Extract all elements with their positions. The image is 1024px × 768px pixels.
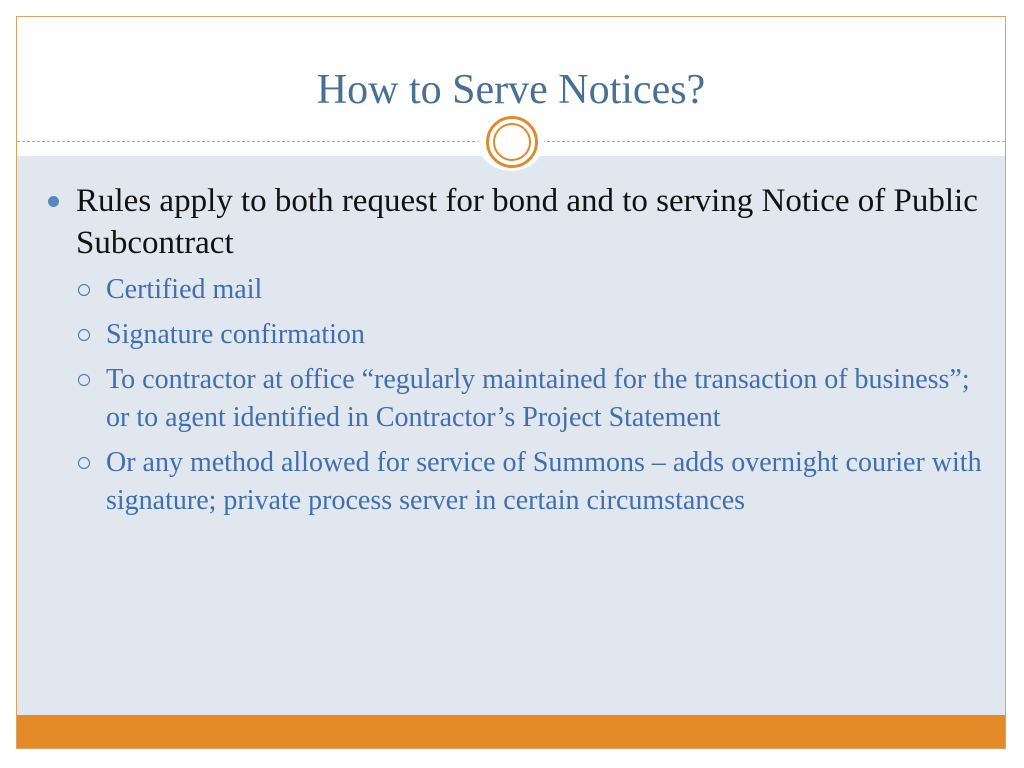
sub-bullet-text: To contractor at office “regularly maintained for the transaction of business”; or to agent identified in Contractor’s Project Statement [106, 364, 970, 433]
sub-bullet-item [44, 316, 984, 354]
hollow-circle-bullet-icon [78, 284, 90, 296]
circle-ring-ornament-icon [486, 116, 538, 168]
sub-bullet-item [44, 444, 984, 520]
sub-bullet-item [44, 361, 984, 437]
sub-bullet-text: Or any method allowed for service of Summons – adds overnight courier with signature; private process server in certain circumstances [106, 447, 982, 516]
footer-accent-bar [17, 715, 1005, 748]
sub-bullet-text: Signature confirmation [106, 319, 365, 350]
hollow-circle-bullet-icon [78, 329, 90, 341]
sub-bullet-text: Certified mail [106, 274, 263, 305]
hollow-circle-bullet-icon [78, 457, 90, 469]
hollow-circle-bullet-icon [78, 374, 90, 386]
bullet-item [44, 180, 984, 264]
bullet-text: Rules apply to both request for bond and to serving Notice of Public Subcontract [76, 183, 978, 261]
slide-title: How to Serve Notices? [316, 67, 706, 113]
filled-circle-bullet-icon [48, 196, 59, 207]
bullet-list [44, 180, 984, 520]
sub-bullet-item [44, 271, 984, 309]
